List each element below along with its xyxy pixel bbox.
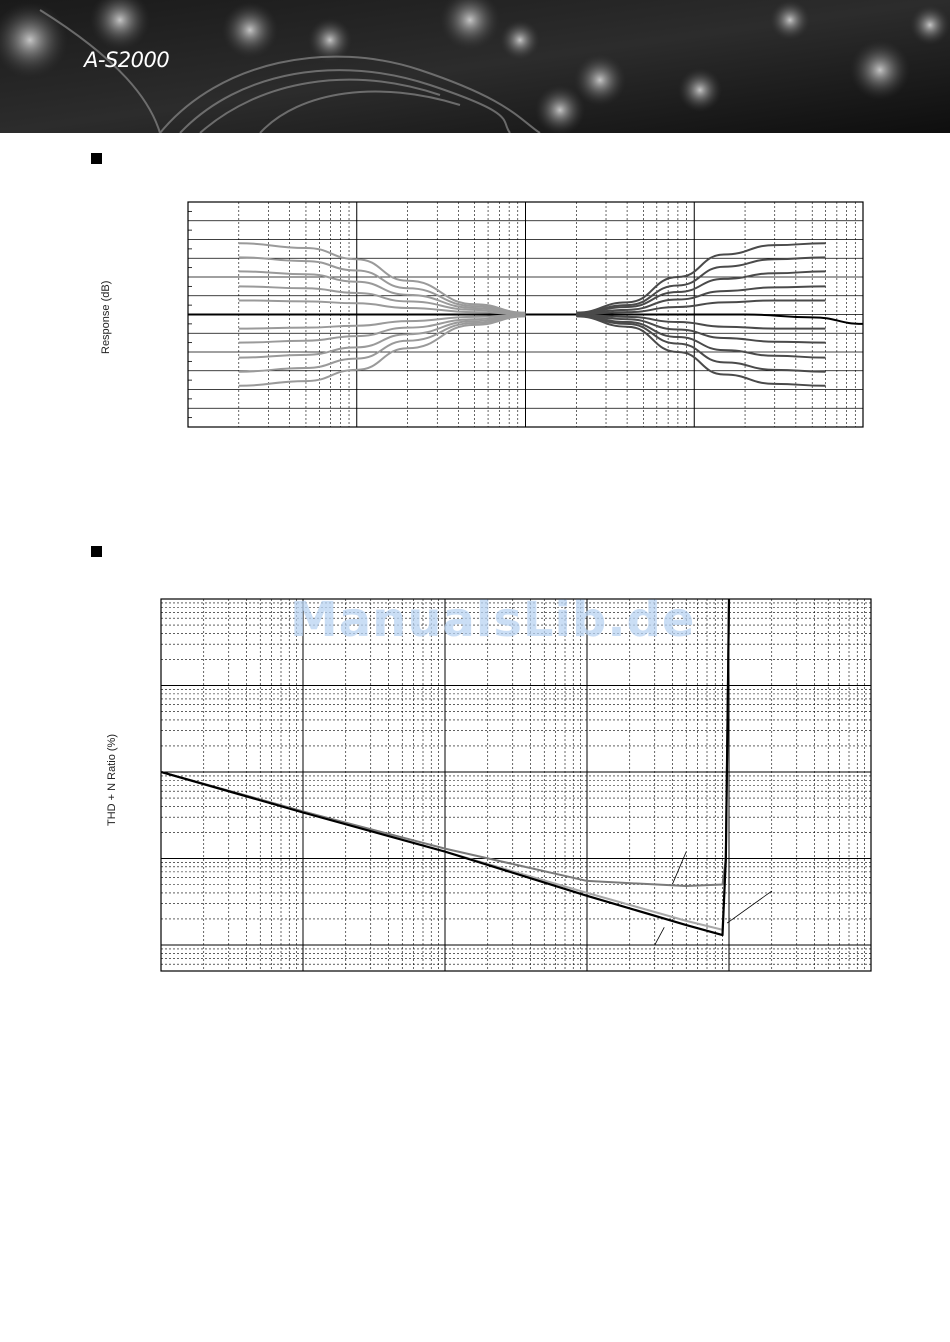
chart1-ylabel: Response (dB) xyxy=(100,280,112,354)
tone-response-chart xyxy=(187,201,864,428)
section-bullet-thd xyxy=(91,546,102,557)
chart2-frame xyxy=(161,599,871,971)
chart2-ylabel: THD + N Ratio (%) xyxy=(106,734,118,826)
thd-chart xyxy=(160,598,872,972)
section-bullet-tone xyxy=(91,153,102,164)
model-name: A-S2000 xyxy=(84,48,170,72)
header-banner xyxy=(0,0,950,133)
watermark-text: ManualsLib.de xyxy=(290,592,696,648)
